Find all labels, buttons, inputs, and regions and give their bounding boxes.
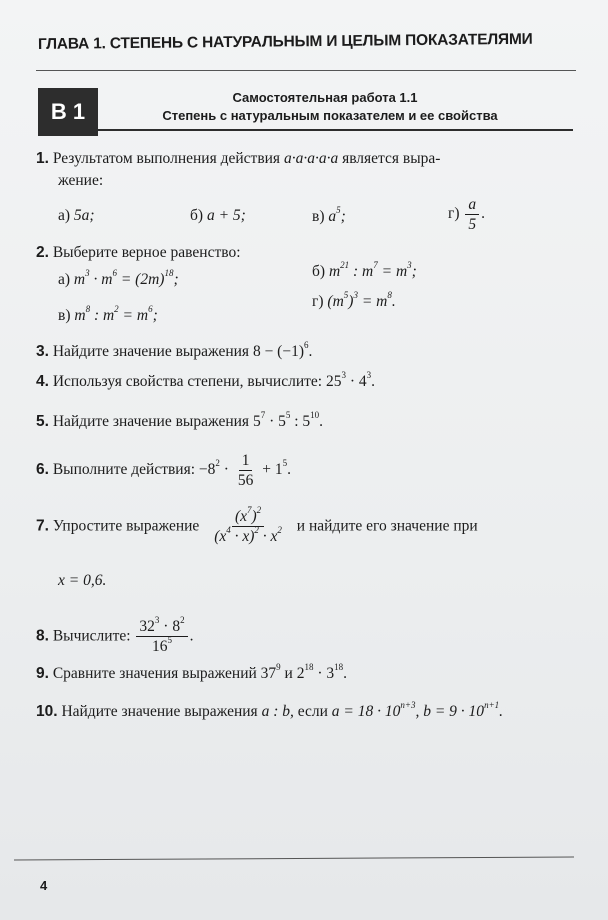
task-1 <box>36 150 440 168</box>
fraction-a-over-5: $\frac{a}{5}$ <box>465 196 479 233</box>
task-1-option-b: б) a + 5; <box>190 207 246 224</box>
task-text: Результатом выполнения действия <box>52 150 281 167</box>
task-1-option-c: в) $a^5$; <box>312 205 346 226</box>
task-7: 7. Упростите выражение $\frac{(x^7)^2}{(x^4 \cdot x)^2 \cdot x^2}$ и найдите его значение при <box>36 505 478 546</box>
task-1-option-a: а) 5a; <box>58 207 95 224</box>
task-2-option-a: а) $m^3 \cdot m^6 = (2m)^{18}$; <box>58 268 179 289</box>
task-8: 8. Вычислите: $\frac{32^3 \cdot 8^2}{16^5}$ . <box>36 615 194 656</box>
task-2-option-c: в) $m^8$ : $m^2 = m^6$; <box>58 304 158 325</box>
task-5: 5. Найдите значение выражения $5^7 \cdot 5^5$ : $5^{10}$. <box>36 410 324 431</box>
task-1-option-d: г) $\frac{a}{5}$ . <box>448 196 486 234</box>
task-text-continued: является выра- <box>342 150 441 167</box>
fraction-1-over-56: $\frac{1}{56}$ <box>237 452 254 490</box>
footer-divider <box>14 857 574 861</box>
fraction-simplify: $\frac{(x^7)^2}{(x^4 \cdot x)^2 \cdot x^2}$ <box>214 505 282 546</box>
work-subtitle: Степень с натуральным показателем и ее свойства <box>162 108 498 123</box>
task-2: 2. Выберите верное равенство: <box>36 244 241 261</box>
task-7-condition: x = 0,6. <box>58 572 107 589</box>
page-number: 4 <box>40 878 48 893</box>
variant-badge: В 1 <box>38 88 98 136</box>
variant-underline <box>98 129 573 131</box>
header-divider <box>36 70 576 71</box>
task-expression: a·a·a·a·a <box>283 150 339 167</box>
chapter-title: ГЛАВА 1. СТЕПЕНЬ С НАТУРАЛЬНЫМ И ЦЕЛЫМ ПОКАЗАТЕЛЯМИ <box>37 30 533 53</box>
fraction-compute: $\frac{32^3 \cdot 8^2}{16^5}$ <box>136 618 187 655</box>
task-10: 10. Найдите значение выражения a : b, если $a = 18 \cdot 10^{n+3}$, $b = 9 \cdot 10^{n+1}$. <box>36 700 504 721</box>
task-9: 9. Сравните значения выражений $37^9$ и $2^{18} \cdot 3^{18}$. <box>36 662 348 683</box>
task-6: 6. Выполните действия: $-8^2$ · $\frac{1}{56}$ + $1^5$. <box>36 452 291 490</box>
task-1-line2: жение: <box>58 172 104 189</box>
task-2-option-d: г) $(m^5)^3 = m^8$. <box>312 290 396 311</box>
task-4: 4. Используя свойства степени, вычислите: $25^3 \cdot 4^3$. <box>36 370 376 391</box>
task-number: 1. <box>36 150 49 167</box>
task-3: 3. Найдите значение выражения $8 - (-1)^6$. <box>36 340 313 361</box>
work-title: Самостоятельная работа 1.1 <box>232 90 418 105</box>
task-2-option-b: б) $m^{21}$ : $m^7 = m^3$; <box>312 260 417 281</box>
